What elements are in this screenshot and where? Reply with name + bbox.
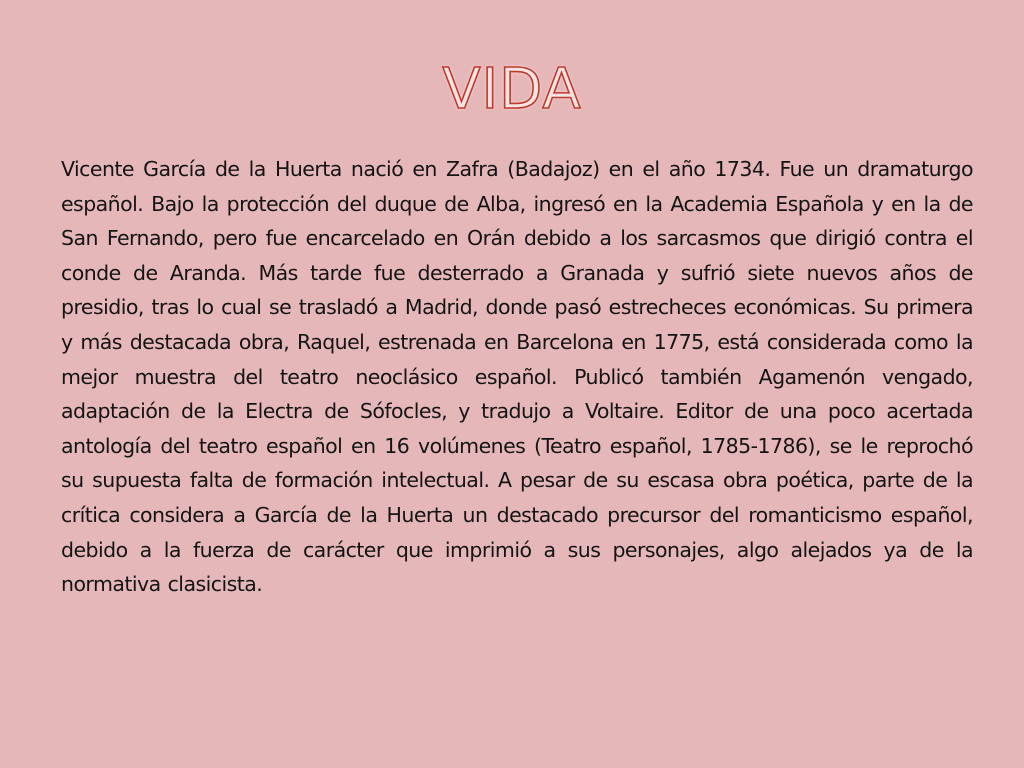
- slide-body-text: Vicente García de la Huerta nació en Zafra (Badajoz) en el año 1734. Fue un dramaturgo español. Bajo la protección del duque de Alba, ingresó en la Academia Española y en la de San Fernando, pero fue encarcelado en Orán debido a los sarcasmos que dirigió contra el conde de Aranda. Más tarde fue desterrado a Granada y sufrió siete nuevos años de presidio, tras lo cual se trasladó a Madrid, donde pasó estrecheces económicas. Su primera y más destacada obra, Raquel, estrenada en Barcelona en 1775, está considerada como la mejor muestra del teatro neoclásico español. Publicó también Agamenón vengado, adaptación de la Electra de Sófocles, y tradujo a Voltaire. Editor de una poco acertada antología del teatro español en 16 volúmenes (Teatro español, 1785-1786), se le reprochó su supuesta falta de formación intelectual. A pesar de su escasa obra poética, parte de la crítica considera a García de la Huerta un destacado precursor del romanticismo español, debido a la fuerza de carácter que imprimió a sus personajes, algo alejados ya de la normativa clasicista.: [61, 157, 973, 597]
- slide-title: VIDA: [442, 57, 582, 122]
